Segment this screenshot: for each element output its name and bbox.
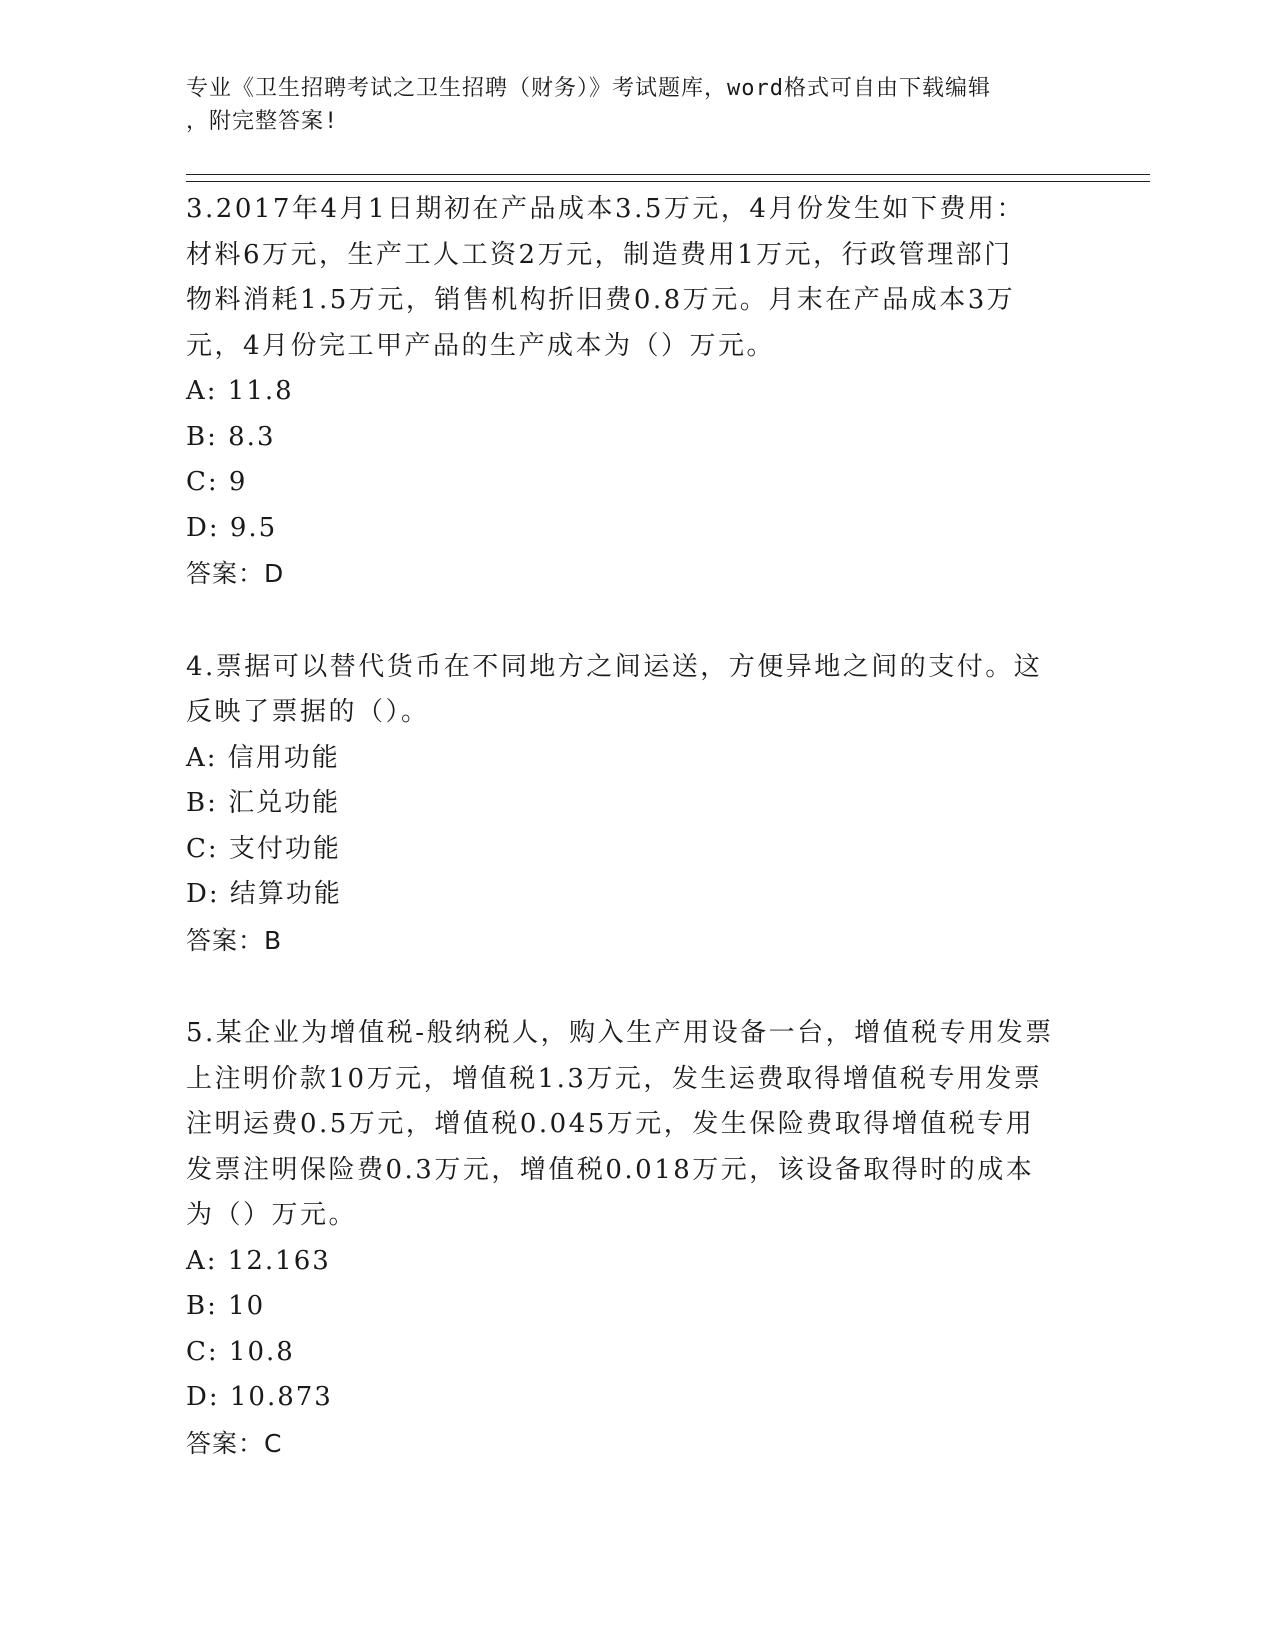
option-d: D: 9.5 (186, 512, 278, 543)
question-4 (186, 645, 1086, 964)
answer-label: 答案：B (186, 925, 283, 955)
option-a: A: 信用功能 (186, 742, 340, 773)
option-a: A: 11.8 (186, 376, 294, 406)
option-d: D: 结算功能 (186, 879, 342, 909)
document-header (186, 72, 1066, 138)
question-text-line: 材料6万元，生产工人工资2万元，制造费用1万元，行政管理部门 (186, 239, 1013, 270)
question-text-line: 上注明价款10万元，增值税1.3万元，发生运费取得增值税专用发票 (186, 1063, 1043, 1094)
option-b: B: 汇兑功能 (186, 788, 341, 818)
header-line-2: ，附完整答案! (186, 109, 339, 134)
answer-label: 答案：D (186, 559, 285, 588)
option-c: C: 支付功能 (186, 833, 341, 864)
question-text-line: 3.2017年4月1日期初在产品成本3.5万元，4月份发生如下费用： (186, 194, 1025, 224)
question-3 (186, 187, 1086, 597)
question-text-line: 4.票据可以替代货币在不同地方之间运送，方便异地之间的支付。这 (186, 651, 1043, 682)
option-c: C: 10.8 (186, 1336, 295, 1367)
question-text-line: 反映了票据的（）。 (186, 697, 430, 727)
header-line-1: 专业《卫生招聘考试之卫生招聘（财务）》考试题库，word格式可自由下载编辑 (186, 76, 991, 101)
header-divider-top (186, 174, 1150, 175)
header-divider-bottom (186, 181, 1150, 182)
question-text-line: 5.某企业为增值税-般纳税人，购入生产用设备一台，增值税专用发票 (186, 1018, 1054, 1048)
option-a: A: 12.163 (186, 1245, 331, 1276)
question-5 (186, 1011, 1086, 1466)
question-text-line: 为（）万元。 (186, 1200, 358, 1230)
option-b: B: 8.3 (186, 421, 276, 452)
question-text-line: 发票注明保险费0.3万元，增值税0.018万元，该设备取得时的成本 (186, 1154, 1035, 1185)
option-d: D: 10.873 (186, 1382, 333, 1412)
answer-label: 答案：C (186, 1428, 283, 1458)
question-text-line: 物料消耗1.5万元，销售机构折旧费0.8万元。月末在产品成本3万 (186, 285, 1016, 315)
question-text-line: 元，4月份完工甲产品的生产成本为（）万元。 (186, 330, 776, 361)
question-text-line: 注明运费0.5万元，增值税0.045万元，发生保险费取得增值税专用 (186, 1109, 1035, 1139)
option-c: C: 9 (186, 467, 248, 497)
option-b: B: 10 (186, 1291, 266, 1321)
question-list (186, 187, 1086, 1514)
